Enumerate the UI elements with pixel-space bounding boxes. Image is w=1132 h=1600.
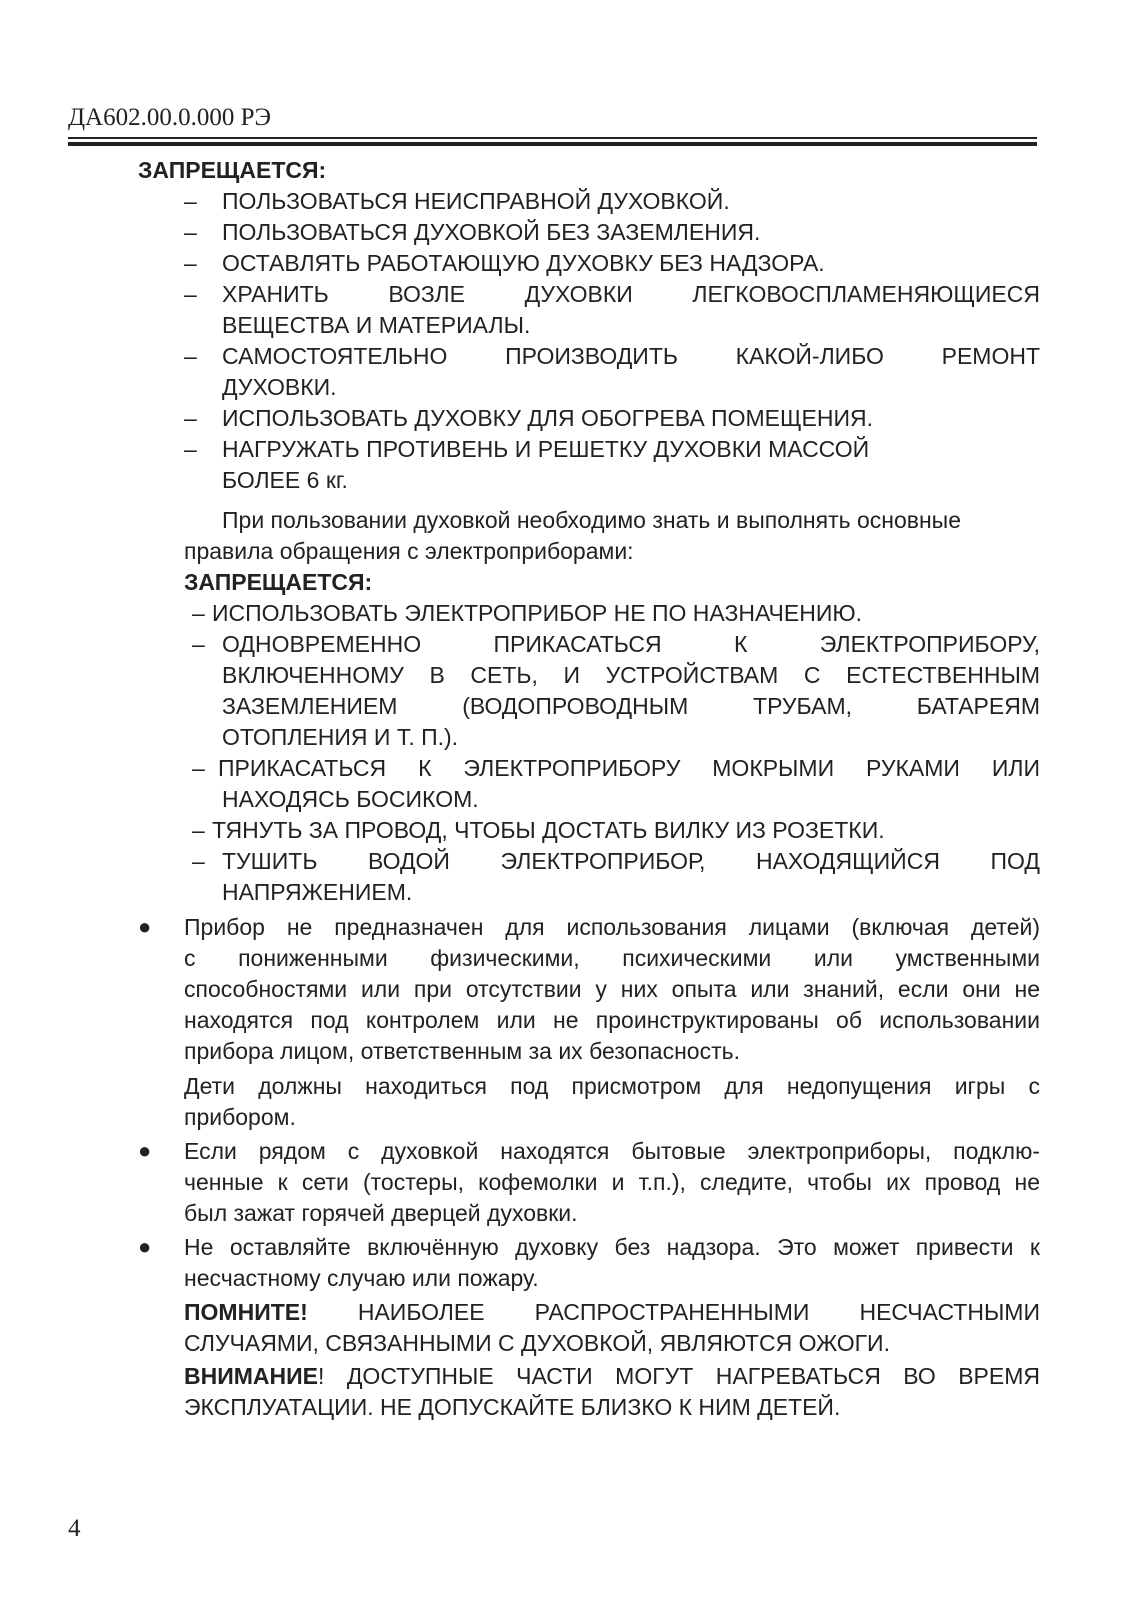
- section1-heading: ЗАПРЕЩАЕТСЯ:: [138, 157, 327, 183]
- rule-item-continued: ОТОПЛЕНИЯ И Т. П.).: [222, 724, 459, 750]
- rule-item: ПРИКАСАТЬСЯ К ЭЛЕКТРОПРИБОРУ МОКРЫМИ РУКАМИ ИЛИ: [218, 755, 1040, 781]
- rule-item: ТУШИТЬ ВОДОЙ ЭЛЕКТРОПРИБОР, НАХОДЯЩИЙСЯ ПОД: [222, 848, 1040, 874]
- dash-marker: –: [184, 436, 197, 462]
- doc-code: ДА602.00.0.000 РЭ: [68, 104, 272, 131]
- rule-item: ОДНОВРЕМЕННО ПРИКАСАТЬСЯ К ЭЛЕКТРОПРИБОРУ,: [222, 631, 1040, 657]
- prohibition-item: САМОСТОЯТЕЛЬНО ПРОИЗВОДИТЬ КАКОЙ-ЛИБО РЕМОНТ: [222, 343, 1040, 369]
- bullet-marker: ●: [138, 1234, 152, 1259]
- remember-note-continued: СЛУЧАЯМИ, СВЯЗАННЫМИ С ДУХОВКОЙ, ЯВЛЯЮТСЯ ОЖОГИ.: [184, 1330, 890, 1356]
- prohibition-item: НАГРУЖАТЬ ПРОТИВЕНЬ И РЕШЕТКУ ДУХОВКИ МАССОЙ: [222, 436, 870, 462]
- rule-item: ТЯНУТЬ ЗА ПРОВОД, ЧТОБЫ ДОСТАТЬ ВИЛКУ ИЗ РОЗЕТКИ.: [212, 817, 885, 843]
- prohibition-item: ХРАНИТЬ ВОЗЛЕ ДУХОВКИ ЛЕГКОВОСПЛАМЕНЯЮЩИЕСЯ: [222, 281, 1040, 307]
- dash-marker: –: [192, 631, 205, 657]
- header-rule: [68, 137, 1037, 147]
- dash-marker: –: [184, 188, 197, 214]
- children-note: Дети должны находиться под присмотром для недопущения игры с: [184, 1073, 1040, 1099]
- prohibition-item-continued: ДУХОВКИ.: [222, 374, 337, 400]
- bullet-text: Если рядом с духовкой находятся бытовые электроприборы, подклю-: [184, 1138, 1040, 1164]
- attention-label: ВНИМАНИЕ: [184, 1363, 319, 1389]
- dash-marker: –: [184, 250, 197, 276]
- prohibition-item-continued: БОЛЕЕ 6 кг.: [222, 467, 348, 493]
- prohibition-item: ОСТАВЛЯТЬ РАБОТАЮЩУЮ ДУХОВКУ БЕЗ НАДЗОРА.: [222, 250, 825, 276]
- dash-marker: –: [192, 600, 205, 626]
- bullet-text-continued: прибора лицом, ответственным за их безопасность.: [184, 1038, 740, 1064]
- intro-paragraph: При пользовании духовкой необходимо знать и выполнять основные: [222, 507, 962, 533]
- dash-marker: –: [184, 343, 197, 369]
- remember-label: ПОМНИТЕ!: [184, 1299, 308, 1325]
- children-note-continued: прибором.: [184, 1104, 296, 1130]
- bullet-text-continued: был зажат горячей дверцей духовки.: [184, 1200, 578, 1226]
- bullet-text-continued: ченные к сети (тостеры, кофемолки и т.п.), следите, чтобы их провод не: [184, 1169, 1040, 1195]
- rule-item-continued: ЗАЗЕМЛЕНИЕМ (ВОДОПРОВОДНЫМ ТРУБАМ, БАТАРЕЯМ: [222, 693, 1040, 719]
- remember-note: [184, 1298, 1040, 1326]
- header-rule-thin: [68, 137, 1037, 139]
- bullet-text-continued: несчастному случаю или пожару.: [184, 1265, 539, 1291]
- dash-marker: –: [192, 817, 205, 843]
- intro-paragraph-continued: правила обращения с электроприборами:: [184, 538, 634, 564]
- rule-item: ИСПОЛЬЗОВАТЬ ЭЛЕКТРОПРИБОР НЕ ПО НАЗНАЧЕНИЮ.: [212, 600, 862, 626]
- attention-note-continued: ЭКСПЛУАТАЦИИ. НЕ ДОПУСКАЙТЕ БЛИЗКО К НИМ ДЕТЕЙ.: [184, 1394, 841, 1420]
- rule-item-continued: ВКЛЮЧЕННОМУ В СЕТЬ, И УСТРОЙСТВАМ С ЕСТЕСТВЕННЫМ: [222, 662, 1040, 688]
- dash-marker: –: [184, 405, 197, 431]
- rule-item-continued: НАХОДЯСЬ БОСИКОМ.: [222, 786, 479, 812]
- attention-text: ! ДОСТУПНЫЕ ЧАСТИ МОГУТ НАГРЕВАТЬСЯ ВО ВРЕМЯ: [318, 1363, 1040, 1389]
- bullet-text-continued: находятся под контролем или не проинструктированы об использовании: [184, 1007, 1040, 1033]
- bullet-text-continued: с пониженными физическими, психическими или умственными: [184, 945, 1040, 971]
- bullet-text: Не оставляйте включённую духовку без надзора. Это может привести к: [184, 1234, 1040, 1260]
- dash-marker: –: [192, 848, 205, 874]
- prohibition-item: ПОЛЬЗОВАТЬСЯ ДУХОВКОЙ БЕЗ ЗАЗЕМЛЕНИЯ.: [222, 219, 761, 245]
- bullet-text: Прибор не предназначен для использования лицами (включая детей): [184, 914, 1040, 940]
- dash-marker: –: [184, 281, 197, 307]
- prohibition-item: ПОЛЬЗОВАТЬСЯ НЕИСПРАВНОЙ ДУХОВКОЙ.: [222, 188, 730, 214]
- attention-note: [184, 1362, 1040, 1390]
- prohibition-item-continued: ВЕЩЕСТВА И МАТЕРИАЛЫ.: [222, 312, 531, 338]
- page-number: 4: [68, 1515, 81, 1542]
- rule-item-continued: НАПРЯЖЕНИЕМ.: [222, 879, 413, 905]
- dash-marker: –: [184, 219, 197, 245]
- section2-heading: ЗАПРЕЩАЕТСЯ:: [184, 569, 373, 595]
- bullet-marker: ●: [138, 914, 152, 939]
- bullet-marker: ●: [138, 1138, 152, 1163]
- dash-marker: –: [192, 755, 205, 781]
- header-rule-thick: [68, 142, 1037, 146]
- prohibition-item: ИСПОЛЬЗОВАТЬ ДУХОВКУ ДЛЯ ОБОГРЕВА ПОМЕЩЕНИЯ.: [222, 405, 874, 431]
- bullet-text-continued: способностями или при отсутствии у них опыта или знаний, если они не: [184, 976, 1040, 1002]
- remember-text: НАИБОЛЕЕ РАСПРОСТРАНЕННЫМИ НЕСЧАСТНЫМИ: [357, 1299, 1041, 1325]
